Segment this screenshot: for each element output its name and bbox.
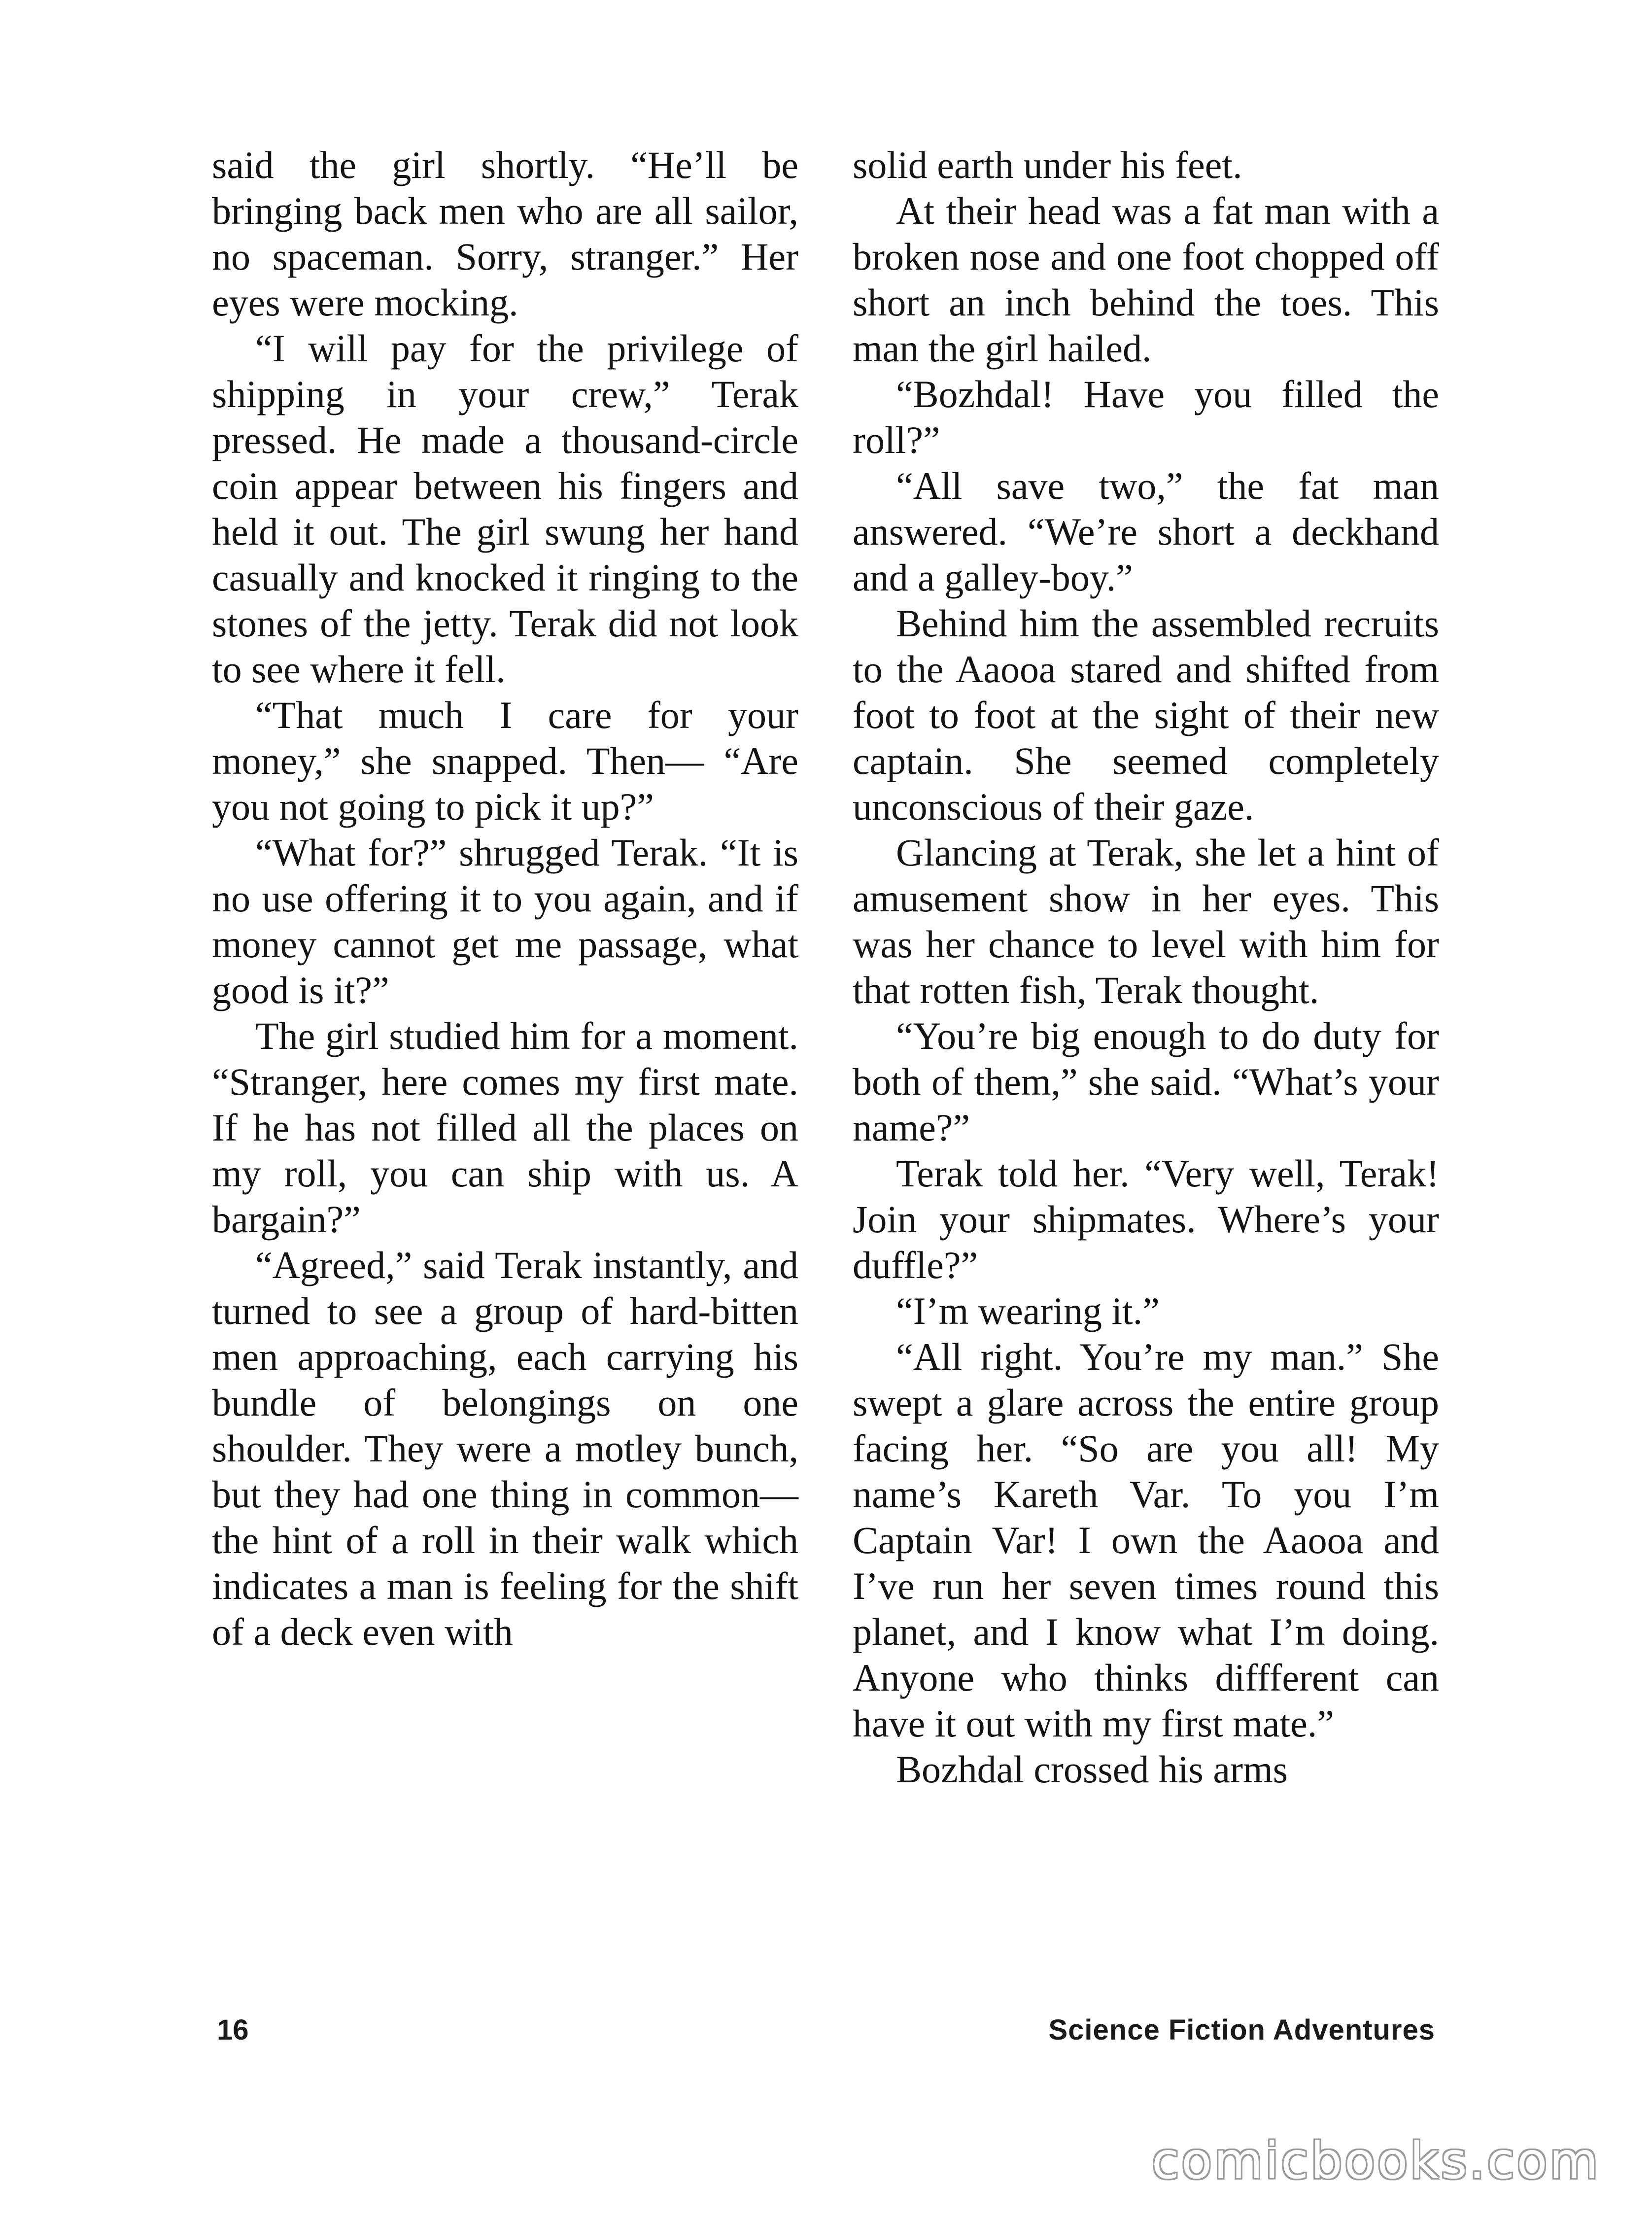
paragraph: “I’m wearing it.” — [896, 1289, 1160, 1332]
paragraph: said the girl shortly. “He’ll be bringing back men who are all sailor, no spaceman. Sorry, stranger.” Her eyes were mocking. — [212, 143, 798, 324]
paragraph: “That much I care for your money,” she snapped. Then— “Are you not going to pick it up?” — [212, 693, 798, 828]
paragraph: solid earth under his feet. — [853, 143, 1242, 186]
paragraph: Behind him the assembled recruits to the Aaooa stared and shifted from foot to foot at the sight of their new captain. She seemed completely unconscious of their gaze. — [853, 602, 1439, 828]
paragraph: “What for?” shrugged Terak. “It is no use offering it to you again, and if money cannot get me passage, what good is it?” — [212, 831, 798, 1011]
paragraph: “Agreed,” said Terak instantly, and turned to see a group of hard-bitten men approaching, each carrying his bundle of belongings on one shoulder. They were a motley bunch, but they had one thing in common—the hint of a roll in their walk which indicates a man is feeling for the shift of a deck even with — [212, 1244, 798, 1653]
paragraph: “I will pay for the privilege of shipping in your crew,” Terak pressed. He made a thousand-circle coin appear between his fingers and held it out. The girl swung her hand casually and knocked it ringing to the stones of the jetty. Terak did not look to see where it fell. — [212, 327, 798, 691]
paragraph: “Bozhdal! Have you filled the roll?” — [853, 373, 1439, 461]
paragraph: “You’re big enough to do duty for both of them,” she said. “What’s your name?” — [853, 1014, 1439, 1149]
paragraph: “All right. You’re my man.” She swept a glare across the entire group facing her. “So are you all! My name’s Kareth Var. To you I’m Captain Var! I own the Aaooa and I’ve run her seven times round this planet, and I know what I’m doing. Anyone who thinks diffferent can have it out with my first mate.” — [853, 1335, 1439, 1745]
paragraph: Glancing at Terak, she let a hint of amusement show in her eyes. This was her chance to level with him for that rotten fish, Terak thought. — [853, 831, 1439, 1011]
paragraph: Bozhdal crossed his arms — [896, 1748, 1288, 1791]
paragraph: The girl studied him for a moment. “Stranger, here comes my first mate. If he has not filled all the places on my roll, you can ship with us. A bargain?” — [212, 1014, 798, 1241]
magazine-title: Science Fiction Adventures — [1048, 2014, 1435, 2046]
paragraph: At their head was a fat man with a broken nose and one foot chopped off short an inch behind the toes. This man the girl hailed. — [853, 189, 1439, 370]
page-number: 16 — [217, 2014, 249, 2046]
left-text-column — [212, 142, 798, 1655]
watermark: comicbooks.com — [1151, 2132, 1600, 2190]
paragraph: Terak told her. “Very well, Terak! Join your shipmates. Where’s your duffle?” — [853, 1152, 1439, 1286]
paragraph: “All save two,” the fat man answered. “We’re short a deckhand and a galley-boy.” — [853, 464, 1439, 599]
right-text-column — [853, 142, 1439, 1792]
